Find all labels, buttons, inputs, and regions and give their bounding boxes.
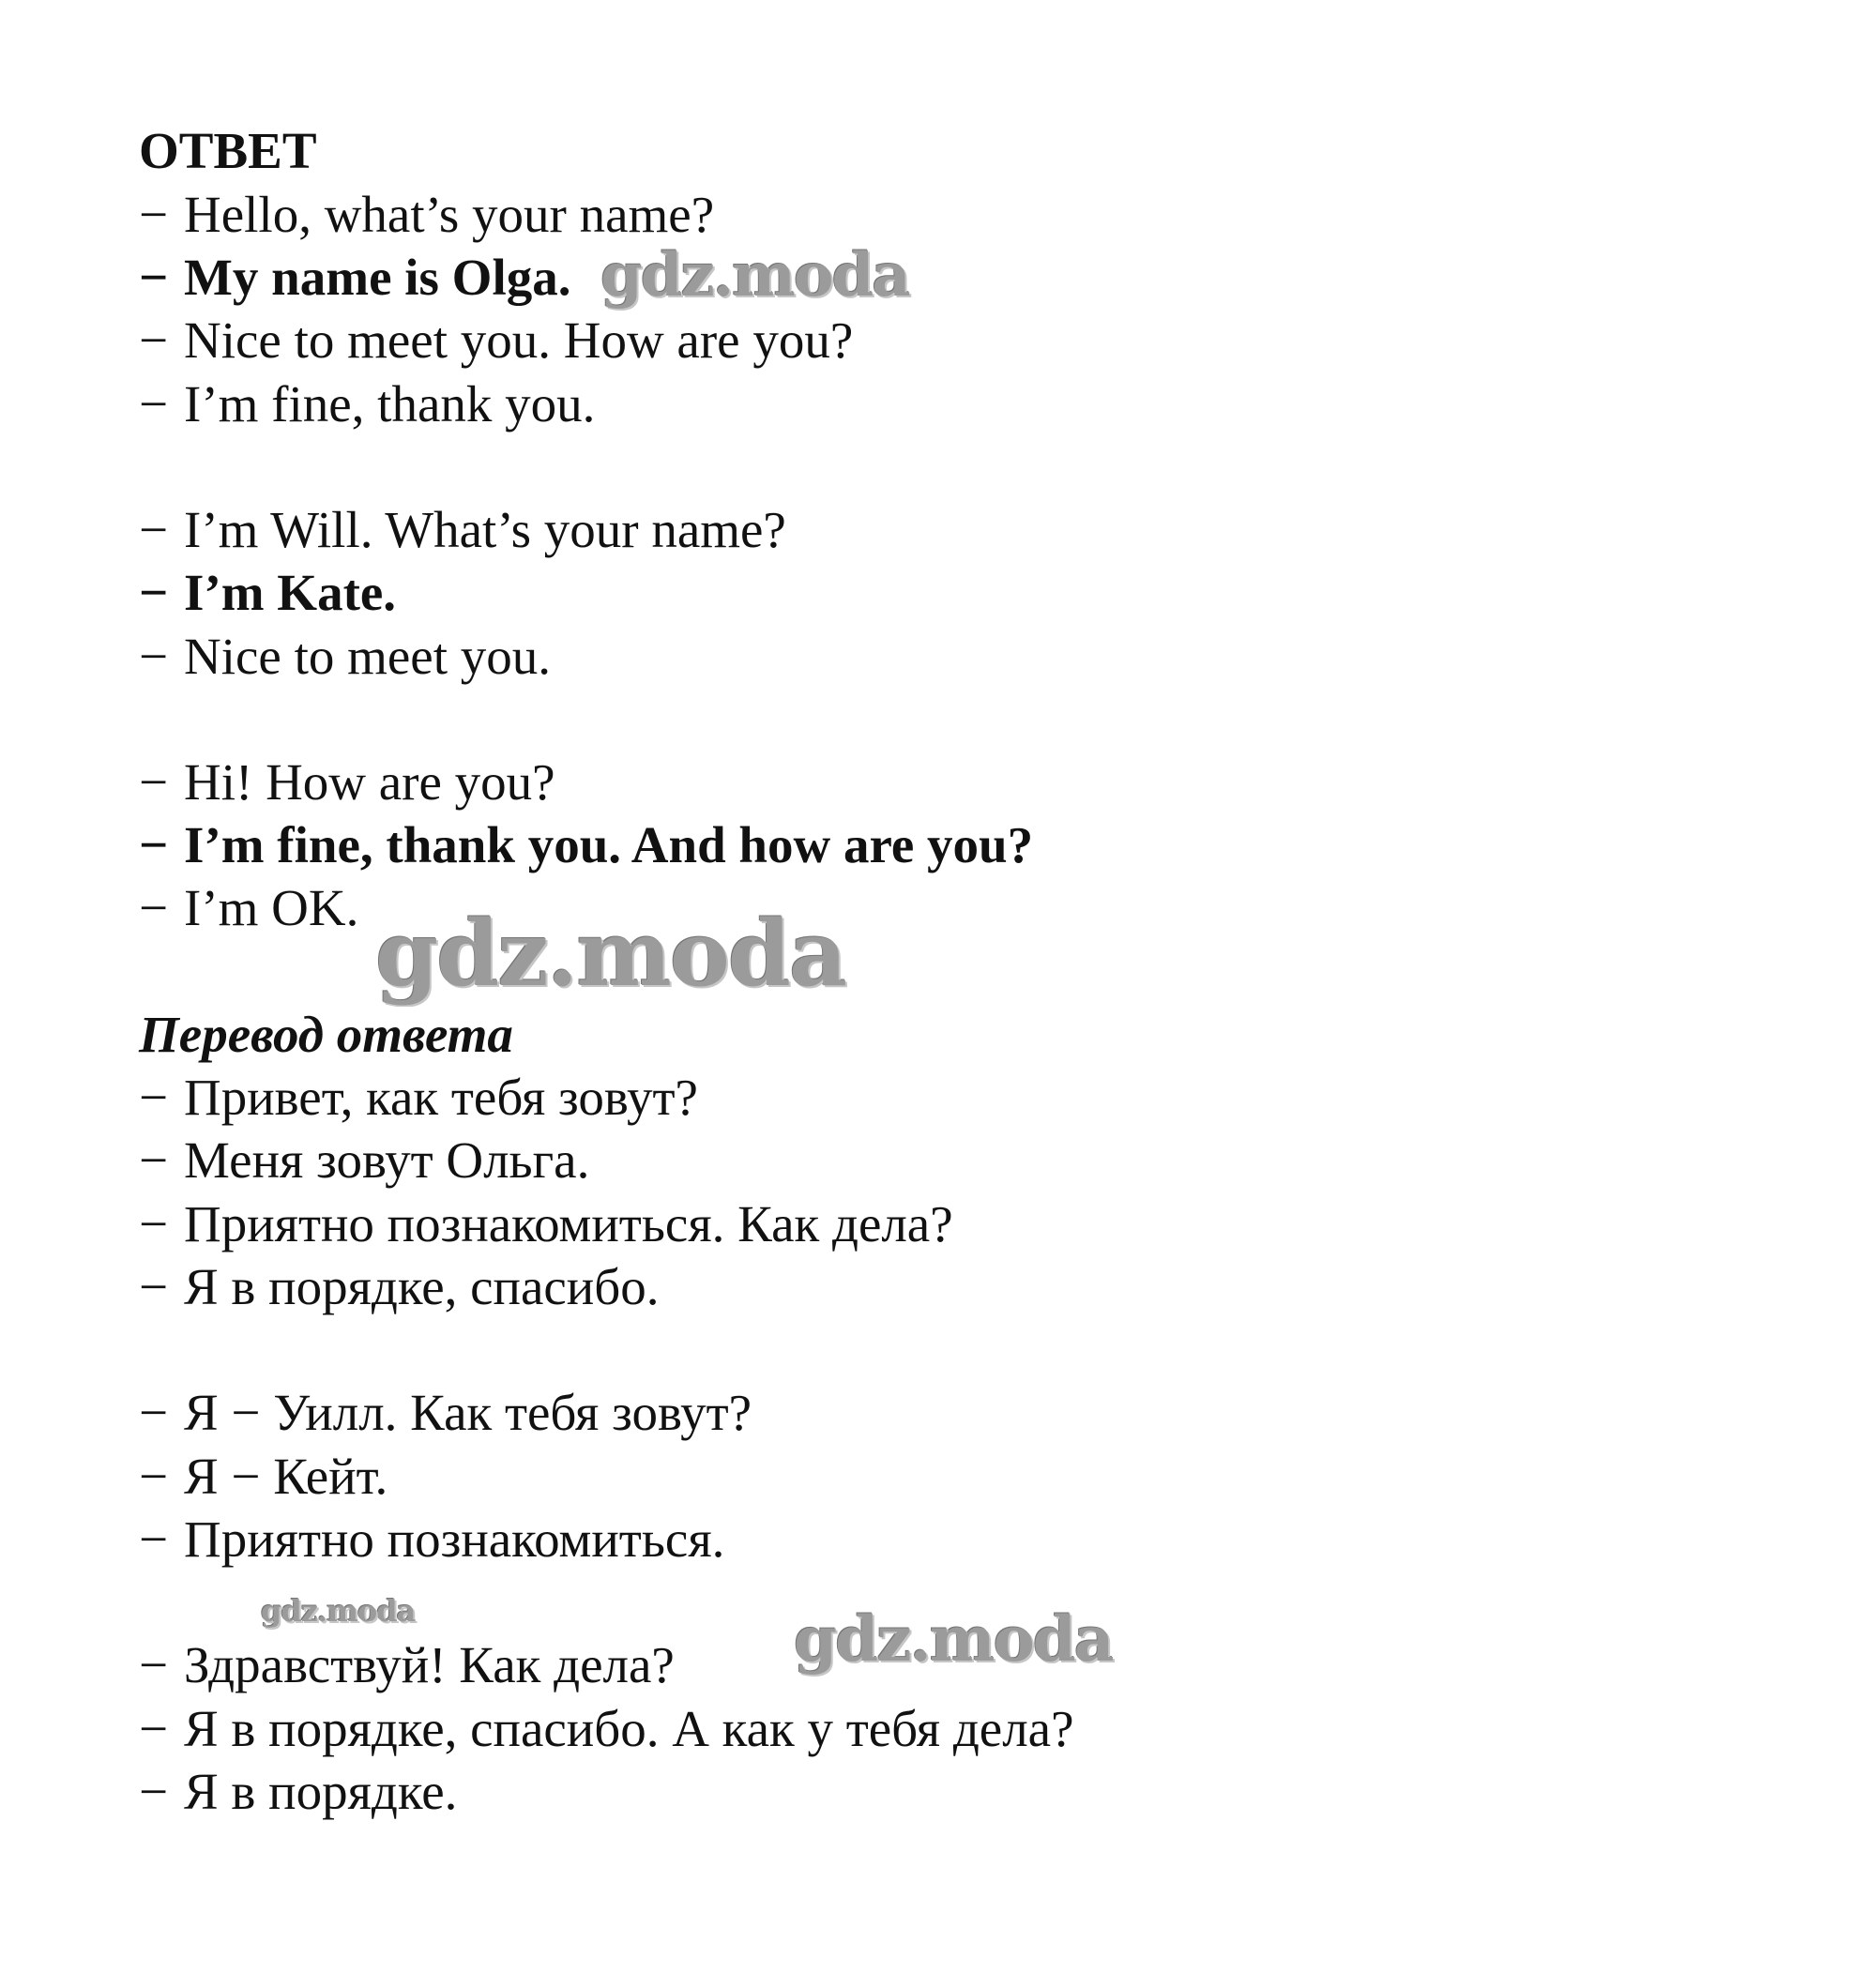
dialog-line xyxy=(139,1509,724,1571)
dialog-line xyxy=(139,1698,1073,1760)
line-text: My name is Olga. xyxy=(184,249,571,306)
line-text: Hello, what’s your name? xyxy=(184,186,715,243)
line-text: Привет, как тебя зовут? xyxy=(184,1069,698,1126)
dash: − xyxy=(139,375,169,433)
dash: − xyxy=(139,879,169,936)
dash: − xyxy=(139,753,169,811)
line-text: I’m fine, thank you. xyxy=(184,375,596,433)
dash: − xyxy=(139,816,169,873)
line-text: Здравствуй! Как дела? xyxy=(184,1636,675,1693)
dash: − xyxy=(139,501,169,558)
line-text: I’m OK. xyxy=(184,879,359,936)
line-text: Меня зовут Ольга. xyxy=(184,1131,590,1189)
dialog-line xyxy=(139,373,595,435)
dialog-line xyxy=(139,1130,589,1191)
dialog-line xyxy=(139,877,358,939)
line-text: Я в порядке, спасибо. xyxy=(184,1258,660,1315)
line-text: Приятно познакомиться. Как дела? xyxy=(184,1195,953,1252)
line-text: Я в порядке, спасибо. А как у тебя дела? xyxy=(184,1700,1074,1757)
watermark: gdz.moda xyxy=(375,901,846,1007)
dialog-line xyxy=(139,1446,387,1508)
dash: − xyxy=(139,249,169,306)
dialog-line xyxy=(139,562,396,624)
dialog-line xyxy=(139,1067,698,1129)
line-text: Hi! How are you? xyxy=(184,753,555,811)
dialog-line xyxy=(139,184,714,246)
dash: − xyxy=(139,1069,169,1126)
dialog-line xyxy=(139,751,555,813)
watermark: gdz.moda xyxy=(794,1602,1113,1676)
watermark: gdz.moda xyxy=(261,1593,416,1629)
line-text: Приятно познакомиться. xyxy=(184,1510,725,1568)
dialog-line xyxy=(139,814,1033,876)
watermark: gdz.moda xyxy=(600,240,909,311)
dash: − xyxy=(139,628,169,685)
dash: − xyxy=(139,1510,169,1568)
dash: − xyxy=(139,564,169,621)
dialog-line xyxy=(139,1634,675,1696)
dash: − xyxy=(139,1636,169,1693)
line-text: I’m Will. What’s your name? xyxy=(184,501,786,558)
dash: − xyxy=(139,1763,169,1820)
dialog-line xyxy=(139,1761,457,1823)
line-text: Я − Кейт. xyxy=(184,1448,388,1505)
dialog-line xyxy=(139,310,853,372)
dash: − xyxy=(139,1131,169,1189)
dialog-line xyxy=(139,1256,659,1318)
dash: − xyxy=(139,1195,169,1252)
dash: − xyxy=(139,1384,169,1441)
translation-heading: Перевод ответа xyxy=(139,1006,513,1063)
dash: − xyxy=(139,1700,169,1757)
line-text: Я в порядке. xyxy=(184,1763,458,1820)
dash: − xyxy=(139,1448,169,1505)
dialog-line xyxy=(139,1193,953,1255)
dialog-line xyxy=(139,247,570,309)
line-text: Nice to meet you. xyxy=(184,628,551,685)
line-text: I’m Kate. xyxy=(184,564,397,621)
dialog-line xyxy=(139,1382,752,1444)
line-text: I’m fine, thank you. And how are you? xyxy=(184,816,1034,873)
dialog-line xyxy=(139,499,786,561)
dash: − xyxy=(139,311,169,369)
answer-heading: ОТВЕТ xyxy=(139,122,317,179)
dash: − xyxy=(139,1258,169,1315)
line-text: Nice to meet you. How are you? xyxy=(184,311,854,369)
dash: − xyxy=(139,186,169,243)
dialog-line xyxy=(139,626,551,688)
line-text: Я − Уилл. Как тебя зовут? xyxy=(184,1384,752,1441)
